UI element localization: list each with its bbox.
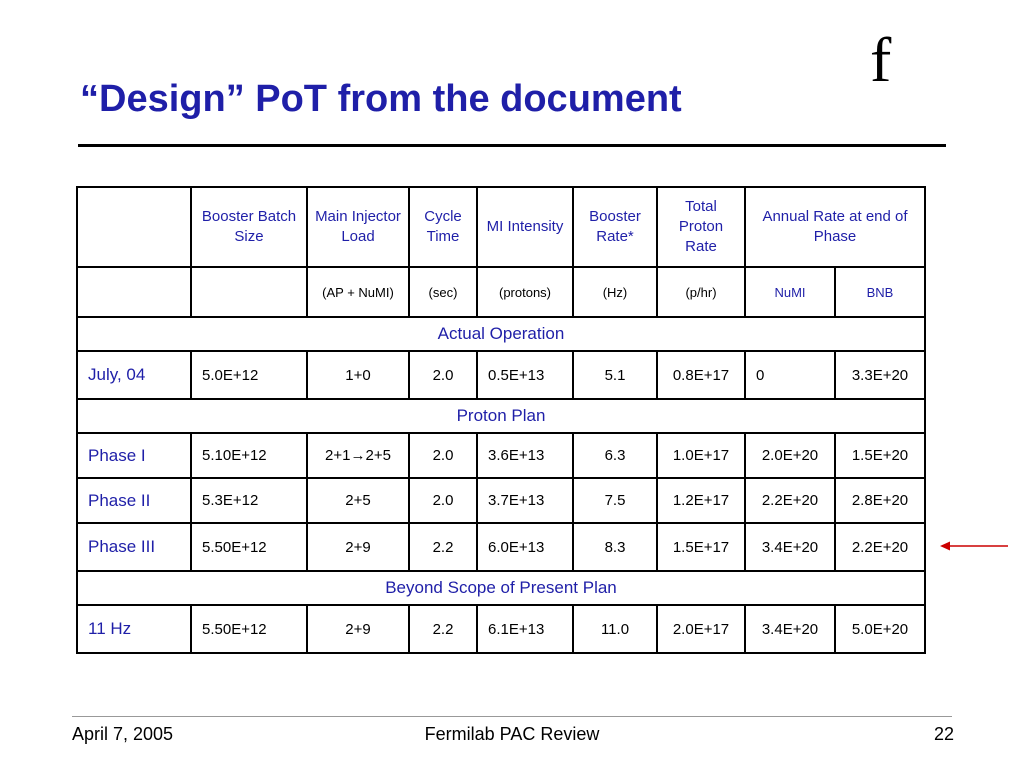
cell-bnb: 3.3E+20: [835, 351, 925, 399]
cell-cycle-time: 2.2: [409, 605, 477, 653]
col-header-numi: NuMI: [745, 267, 835, 317]
header-row-2: [77, 267, 925, 317]
footer-divider: [72, 716, 952, 717]
col-header-cycle-time: Cycle Time: [409, 187, 477, 267]
cell-total-rate: 1.5E+17: [657, 523, 745, 571]
cell-booster-rate: 8.3: [573, 523, 657, 571]
table-row: [77, 478, 925, 523]
cell-load: 2+9: [307, 605, 409, 653]
section-label-actual-operation: Actual Operation: [77, 317, 925, 351]
cell-numi: 3.4E+20: [745, 605, 835, 653]
cell-booster-rate: 7.5: [573, 478, 657, 523]
section-label-proton-plan: Proton Plan: [77, 399, 925, 433]
red-pointer-arrow-icon: [938, 538, 1010, 554]
cell-booster-rate: 5.1: [573, 351, 657, 399]
cell-total-rate: 1.2E+17: [657, 478, 745, 523]
col-header-booster-rate: Booster Rate*: [573, 187, 657, 267]
page-number: 22: [933, 724, 954, 744]
cell-numi: 2.0E+20: [745, 433, 835, 478]
cell-batch-size: 5.0E+12: [191, 351, 307, 399]
units-total-proton-rate: (p/hr): [657, 267, 745, 317]
cell-intensity: 6.1E+13: [477, 605, 573, 653]
cell-load: 2+9: [307, 523, 409, 571]
cell-bnb: 1.5E+20: [835, 433, 925, 478]
section-row-beyond-scope: [77, 571, 925, 605]
cell-intensity: 3.6E+13: [477, 433, 573, 478]
cell-batch-size: 5.50E+12: [191, 523, 307, 571]
cell-load: [307, 433, 409, 478]
col-header-total-proton-rate: Total Proton Rate: [657, 187, 745, 267]
units-mi-intensity: (protons): [477, 267, 573, 317]
section-row-proton-plan: [77, 399, 925, 433]
table-row: [77, 433, 925, 478]
units-empty-cell: [191, 267, 307, 317]
cell-intensity: 3.7E+13: [477, 478, 573, 523]
pot-table: [76, 186, 926, 654]
cell-load-from: 2+1: [325, 447, 351, 464]
header-row-1: [77, 187, 925, 267]
cell-booster-rate: 11.0: [573, 605, 657, 653]
footer-date: April 7, 2005: [72, 724, 174, 744]
cell-load-to: 2+5: [365, 447, 391, 464]
col-header-booster-batch-size: Booster Batch Size: [191, 187, 307, 267]
fermilab-logo: f: [870, 24, 892, 95]
cell-booster-rate: 6.3: [573, 433, 657, 478]
cell-numi: 0: [745, 351, 835, 399]
table-row: [77, 605, 925, 653]
row-label: Phase II: [77, 478, 191, 523]
cell-total-rate: 0.8E+17: [657, 351, 745, 399]
col-header-bnb: BNB: [835, 267, 925, 317]
cell-numi: 2.2E+20: [745, 478, 835, 523]
cell-numi: 3.4E+20: [745, 523, 835, 571]
title-divider: [78, 144, 946, 147]
row-label: July, 04: [77, 351, 191, 399]
cell-cycle-time: 2.2: [409, 523, 477, 571]
header-empty-cell: [77, 187, 191, 267]
section-row-actual: [77, 317, 925, 351]
cell-load: 2+5: [307, 478, 409, 523]
row-label: 11 Hz: [77, 605, 191, 653]
cell-total-rate: 1.0E+17: [657, 433, 745, 478]
table-row: [77, 523, 925, 571]
cell-intensity: 0.5E+13: [477, 351, 573, 399]
cell-load: 1+0: [307, 351, 409, 399]
units-cycle-time: (sec): [409, 267, 477, 317]
col-header-annual-rate: Annual Rate at end of Phase: [745, 187, 925, 267]
cell-batch-size: 5.50E+12: [191, 605, 307, 653]
section-label-beyond-scope: Beyond Scope of Present Plan: [77, 571, 925, 605]
cell-total-rate: 2.0E+17: [657, 605, 745, 653]
cell-cycle-time: 2.0: [409, 478, 477, 523]
footer-title: Fermilab PAC Review: [424, 724, 600, 744]
units-booster-rate: (Hz): [573, 267, 657, 317]
cell-cycle-time: 2.0: [409, 433, 477, 478]
cell-bnb: 5.0E+20: [835, 605, 925, 653]
cell-batch-size: 5.10E+12: [191, 433, 307, 478]
cell-bnb: 2.8E+20: [835, 478, 925, 523]
table-row: [77, 351, 925, 399]
cell-cycle-time: 2.0: [409, 351, 477, 399]
units-empty-cell: [77, 267, 191, 317]
right-arrow-icon: →: [350, 447, 366, 464]
units-main-injector-load: (AP + NuMI): [307, 267, 409, 317]
col-header-mi-intensity: MI Intensity: [477, 187, 573, 267]
cell-intensity: 6.0E+13: [477, 523, 573, 571]
col-header-main-injector-load: Main Injector Load: [307, 187, 409, 267]
cell-batch-size: 5.3E+12: [191, 478, 307, 523]
row-label: Phase I: [77, 433, 191, 478]
cell-bnb: 2.2E+20: [835, 523, 925, 571]
slide-title: “Design” PoT from the document: [80, 78, 682, 120]
row-label: Phase III: [77, 523, 191, 571]
